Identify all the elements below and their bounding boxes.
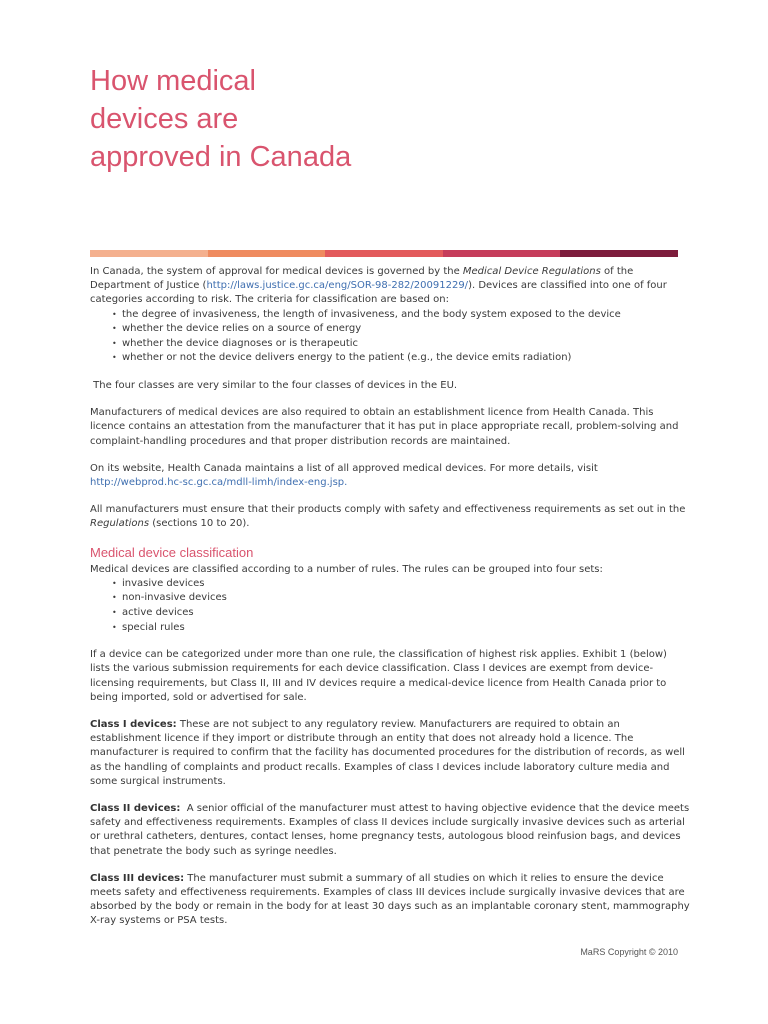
class-3-paragraph — [90, 872, 690, 929]
justice-laws-link[interactable]: http://laws.justice.gc.ca/eng/SOR-98-282/20091229/ — [206, 280, 469, 292]
list-item: • whether the device diagnoses or is therapeutic — [112, 337, 690, 352]
class-2-label: Class II devices: — [90, 803, 181, 815]
page-title — [90, 62, 510, 176]
title-line-2: devices are — [90, 103, 239, 135]
color-bar-segment — [560, 250, 678, 257]
health-canada-link[interactable]: http://webprod.hc-sc.gc.ca/mdll-limh/index-eng.jsp — [90, 477, 345, 488]
list-item: • invasive devices — [112, 577, 690, 592]
eu-paragraph: The four classes are very similar to the four classes of devices in the EU. — [90, 379, 458, 391]
intro-paragraph — [90, 265, 690, 308]
rules-list — [90, 577, 690, 635]
intro-text: ). Devices are classified into one of four categories according to risk. The criteria for classification are based on: — [90, 280, 667, 306]
website-paragraph — [90, 462, 690, 490]
color-bar-segment — [208, 250, 326, 257]
list-item: • special rules — [112, 621, 690, 636]
class-2-text: A senior official of the manufacturer must attest to having objective evidence that the device meets safety and effectiveness requirements. Examples of class II devices include surgically invasive devices such as arterial or urethral catheters, dentures, contact lenses, home pregnancy tests, autologous blood reinfusion bags, and devices that penetrate the body such as syringe needles. — [90, 803, 693, 857]
list-item: • the degree of invasiveness, the length of invasiveness, and the body system exposed to the device — [112, 308, 690, 323]
comply-text: (sections 10 to 20). — [149, 518, 250, 530]
regulations-title: Medical Device Regulations — [462, 266, 601, 277]
class-3-text: The manufacturer must submit a summary of all studies on which it relies to ensure the device meets safety and effectiveness requirements. Examples of class III devices include surgically invasive devices that are absorbed by the body or remain in the body for at least 30 days such as an implantable coronary stent, mammography X-ray systems or PSA tests. — [90, 872, 690, 927]
classification-paragraph: If a device can be categorized under more than one rule, the classification of highest risk applies. Exhibit 1 (below) lists the various submission requirements for each device classification. Class I devices are exempt from device-licensing requirements, but Class II, III and IV devices require a medical-device licence from Health Canada prior to being imported, sold or advertised for sale. — [90, 649, 667, 703]
regulations-ref: Regulations — [90, 518, 150, 530]
class-3-label: Class III devices: — [90, 872, 185, 884]
classification-heading: Medical device classification — [90, 544, 254, 560]
licence-paragraph: Manufacturers of medical devices are also required to obtain an establishment licence from Health Canada. This licence contains an attestation from the manufacturer that it has put in place appropriate recall, problem-solving and complaint-handling procedures and that proper distribution records are maintained. — [90, 407, 679, 447]
criteria-list — [90, 308, 690, 366]
classification-intro: Medical devices are classified according to a number of rules. The rules can be grouped into four sets: — [90, 563, 603, 575]
class-2-paragraph — [90, 802, 693, 859]
document-body — [90, 265, 693, 942]
list-item: • whether the device relies on a source of energy — [112, 322, 690, 337]
color-bar-segment — [325, 250, 443, 257]
intro-text: of the Department of Justice ( — [90, 266, 634, 292]
list-item: • non-invasive devices — [112, 591, 690, 606]
class-1-text: These are not subject to any regulatory review. Manufacturers are required to obtain an establishment licence if they import or distribute through an entity that does not already hold a licence. The manufacturer is required to confirm that the facility has documented procedures for the distribution of records, as well as the handling of complaints and product recalls. Examples of class I devices include laboratory culture media and some surgical instruments. — [90, 719, 685, 787]
class-1-label: Class I devices: — [90, 719, 177, 730]
comply-paragraph — [90, 503, 690, 531]
title-line-3: approved in Canada — [90, 141, 352, 173]
color-bar-segment — [443, 250, 561, 257]
list-item: • active devices — [112, 606, 690, 621]
class-1-paragraph — [90, 718, 690, 789]
copyright-footer: MaRS Copyright © 2010 — [580, 947, 678, 957]
intro-text: In Canada, the system of approval for medical devices is governed by the — [90, 266, 463, 277]
link-period: . — [344, 477, 348, 488]
color-bar-segment — [90, 250, 208, 257]
list-item: • whether or not the device delivers energy to the patient (e.g., the device emits radiation) — [112, 351, 690, 366]
title-line-1: How medical — [90, 65, 256, 97]
website-text: On its website, Health Canada maintains a list of all approved medical devices. For more details, visit — [90, 462, 598, 474]
decorative-color-bar — [90, 250, 678, 257]
comply-text: All manufacturers must ensure that their products comply with safety and effectiveness requirements as set out in the — [90, 504, 686, 516]
